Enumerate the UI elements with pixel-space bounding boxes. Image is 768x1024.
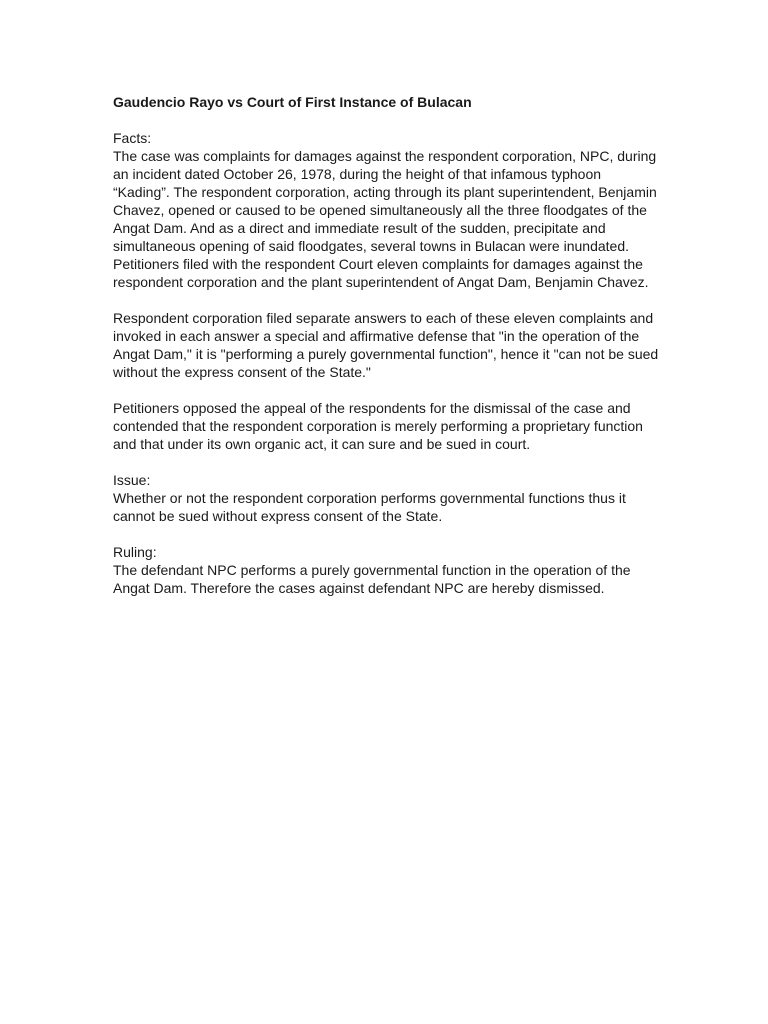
- facts-paragraph-1: The case was complaints for damages against the respondent corporation, NPC, during an incident dated October 26, 1978, during the height of that infamous typhoon “Kading”. The respondent corporation, acting through its plant superintendent, Benjamin Chavez, opened or caused to be opened simultaneously all the three floodgates of the Angat Dam. And as a direct and immediate result of the sudden, precipitate and simultaneous opening of said floodgates, several towns in Bulacan were inundated. Petitioners filed with the respondent Court eleven complaints for damages against the respondent corporation and the plant superintendent of Angat Dam, Benjamin Chavez.: [113, 148, 657, 290]
- ruling-heading: Ruling:: [113, 544, 157, 560]
- facts-paragraph-2: Respondent corporation filed separate answers to each of these eleven complaints and invoked in each answer a special and affirmative defense that "in the operation of the Angat Dam," it is "performing a purely governmental function", hence it "can not be sued without the express consent of the State.": [113, 310, 659, 380]
- ruling-paragraph: The defendant NPC performs a purely governmental function in the operation of the Angat Dam. Therefore the cases against defendant NPC are hereby dismissed.: [113, 562, 631, 596]
- facts-heading: Facts:: [113, 130, 152, 146]
- facts-paragraph-3: Petitioners opposed the appeal of the respondents for the dismissal of the case and contended that the respondent corporation is merely performing a proprietary function and that under its own organic act, it can sure and be sued in court.: [113, 400, 643, 452]
- document-body: [113, 93, 661, 597]
- document-title: Gaudencio Rayo vs Court of First Instance of Bulacan: [113, 94, 472, 110]
- issue-heading: Issue:: [113, 472, 151, 488]
- issue-paragraph: Whether or not the respondent corporation performs governmental functions thus it cannot be sued without express consent of the State.: [113, 490, 626, 524]
